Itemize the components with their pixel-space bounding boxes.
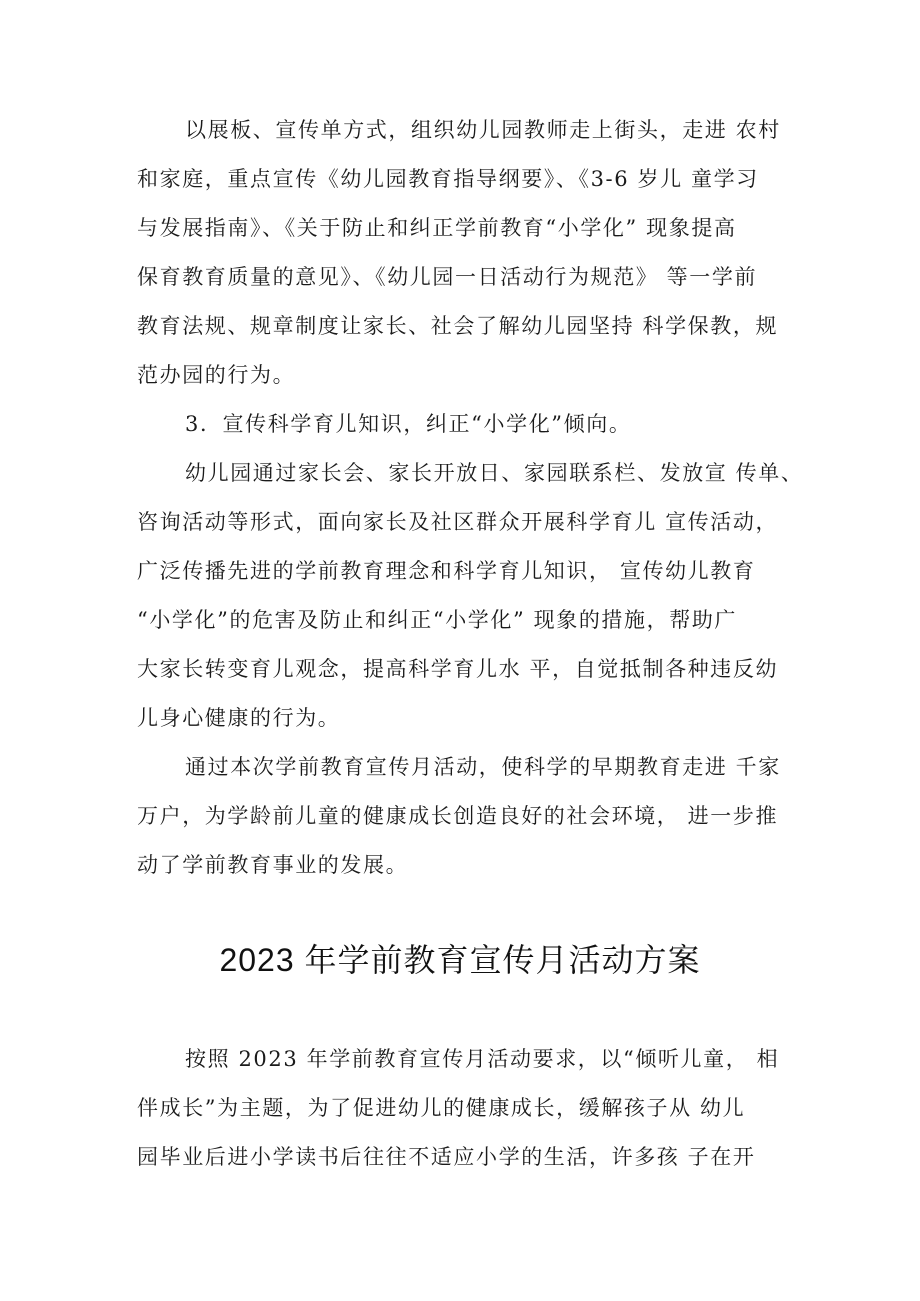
document-title: 2023 年学前教育宣传月活动方案: [219, 942, 701, 978]
paragraph-line: 与发展指南》、《关于防止和纠正学前教育“小学化” 现象提高: [137, 216, 737, 240]
paragraph-line: 广泛传播先进的学前教育理念和科学育儿知识， 宣传幼儿教育: [137, 559, 756, 583]
paragraph-line: 以展板、宣传单方式，组织幼儿园教师走上街头，走进 农村: [185, 118, 781, 142]
paragraph-line: 幼儿园通过家长会、家长开放日、家园联系栏、发放宣 传单、: [185, 461, 804, 485]
paragraph-line: 园毕业后进小学读书后往往不适应小学的生活，许多孩 子在开: [137, 1145, 756, 1169]
paragraph-line: 通过本次学前教育宣传月活动，使科学的早期教育走进 千家: [185, 755, 781, 779]
paragraph-line: 保育教育质量的意见》、《幼儿园一日活动行为规范》 等一学前: [137, 265, 758, 289]
paragraph-line: 儿身心健康的行为。: [137, 706, 341, 730]
paragraph-line: 教育法规、规章制度让家长、社会了解幼儿园坚持 科学保教，规: [137, 314, 779, 338]
paragraph-line: 范办园的行为。: [137, 363, 296, 387]
section-heading: 3．宣传科学育儿知识，纠正“小学化”倾向。: [185, 412, 632, 436]
paragraph-line: 伴成长”为主题，为了促进幼儿的健康成长，缓解孩子从 幼儿: [137, 1096, 746, 1120]
paragraph-line: 动了学前教育事业的发展。: [137, 853, 409, 877]
paragraph-line: 咨询活动等形式，面向家长及社区群众开展科学育儿 宣传活动，: [137, 510, 779, 534]
paragraph-line: “小学化”的危害及防止和纠正“小学化” 现象的措施，帮助广: [137, 608, 738, 632]
paragraph-line: 大家长转变育儿观念，提高科学育儿水 平，自觉抵制各种违反幼: [137, 657, 779, 681]
paragraph-line: 和家庭，重点宣传《幼儿园教育指导纲要》、《3-6 岁儿 童学习: [137, 167, 759, 191]
paragraph-line: 万户，为学龄前儿童的健康成长创造良好的社会环境， 进一步推: [137, 804, 779, 828]
paragraph-line: 按照 2023 年学前教育宣传月活动要求，以“倾听儿童， 相: [185, 1047, 780, 1071]
